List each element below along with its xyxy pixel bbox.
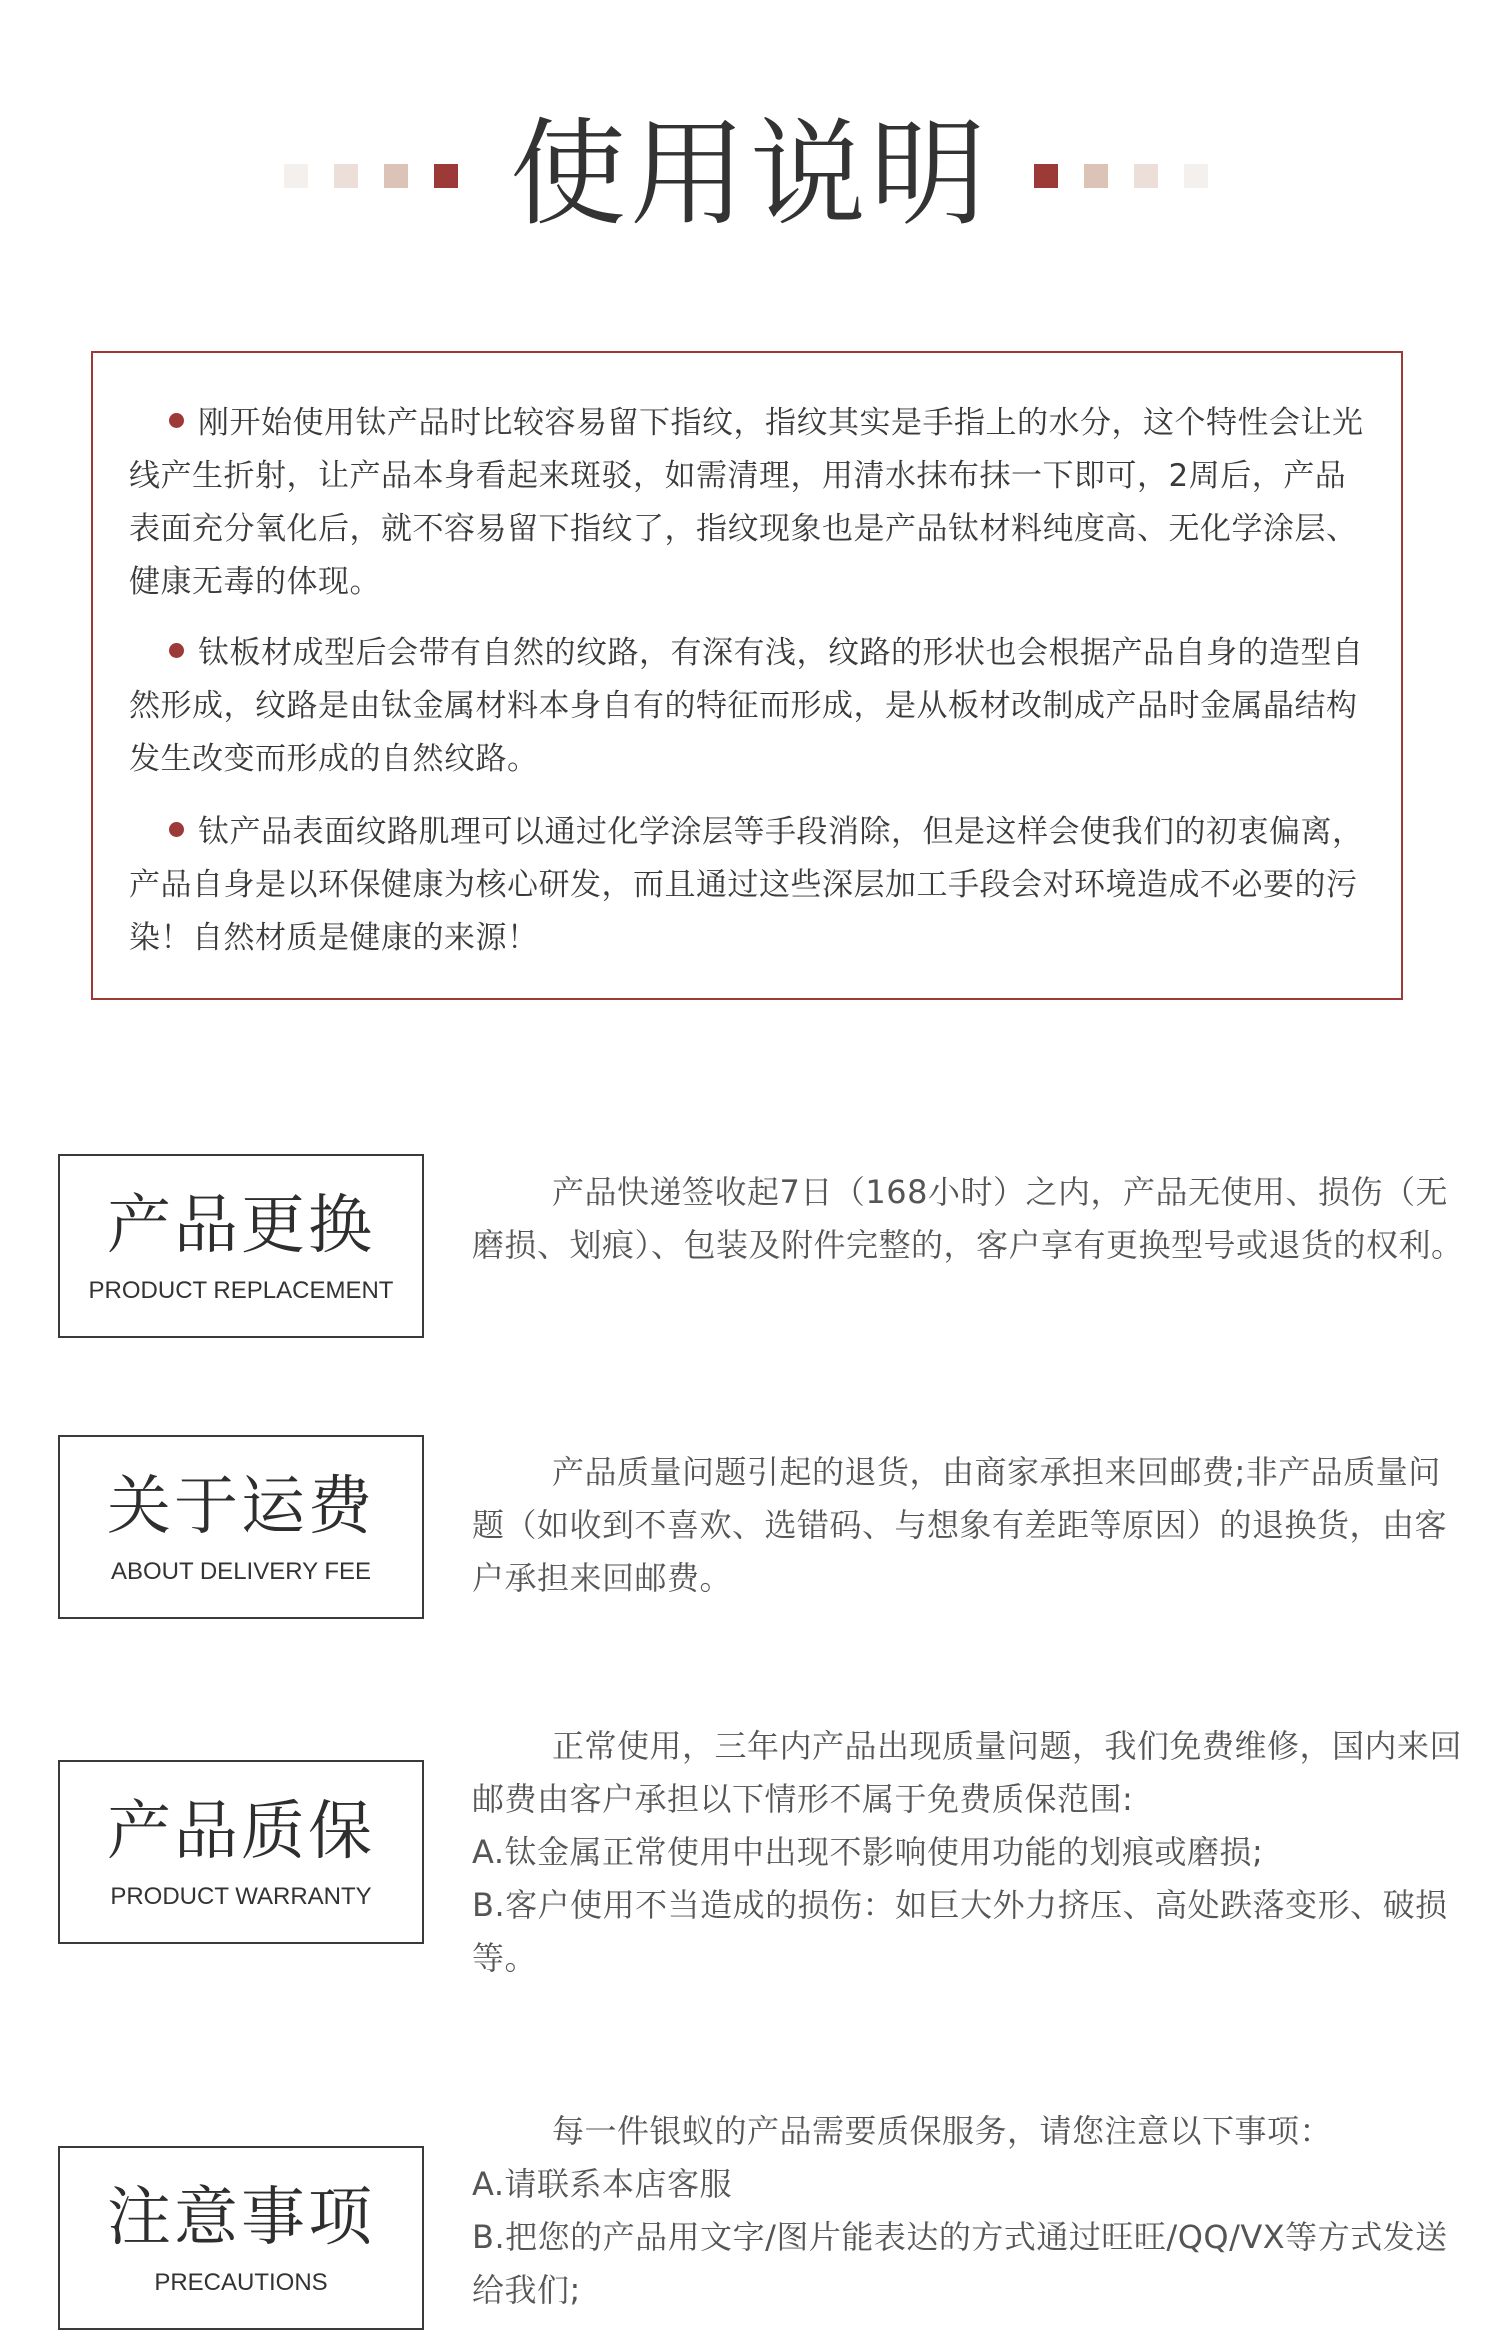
section-line: A.请联系本店客服 [472,2165,733,2203]
intro-box [91,351,1403,1000]
section-line: 每一件银蚁的产品需要质保服务，请您注意以下事项： [552,2112,1333,2150]
bullet-dot-icon [169,822,184,837]
section-title: 产品更换 [107,1189,375,1263]
page-header [0,100,1500,250]
section-label-warranty [58,1760,424,1944]
section-text-replacement [472,1166,1472,1272]
section-line: 产品质量问题引起的退货，由商家承担来回邮费;非产品质量问题（如收到不喜欢、选错码、与想象有差距等原因）的退换货，由客户承担来回邮费。 [472,1453,1448,1597]
decor-square [334,164,358,188]
decor-square [1184,164,1208,188]
section-text-precautions [472,2105,1472,2317]
section-title: 产品质保 [107,1795,375,1869]
section-subtitle: PRODUCT REPLACEMENT [88,1277,394,1304]
section-text-warranty [472,1720,1472,1985]
intro-paragraph: 钛产品表面纹路肌理可以通过化学涂层等手段消除，但是这样会使我们的初衷偏离，产品自身是以环保健康为核心研发，而且通过这些深层加工手段会对环境造成不必要的污染！自然材质是健康的来源！ [129,814,1364,956]
section-label-precautions [58,2146,424,2330]
section-subtitle: PRODUCT WARRANTY [110,1883,372,1910]
decor-square [384,164,408,188]
section-title: 注意事项 [107,2181,375,2255]
intro-paragraph: 钛板材成型后会带有自然的纹路，有深有浅，纹路的形状也会根据产品自身的造型自然形成，纹路是由钛金属材料本身自有的特征而形成，是从板材改制成产品时金属晶结构发生改变而形成的自然纹路。 [129,635,1364,777]
section-title: 关于运费 [107,1470,375,1544]
section-subtitle: PRECAUTIONS [154,2269,328,2296]
bullet-dot-icon [169,643,184,658]
intro-paragraph: 刚开始使用钛产品时比较容易留下指纹，指纹其实是手指上的水分，这个特性会让光线产生折射，让产品本身看起来斑驳，如需清理，用清水抹布抹一下即可，2周后，产品表面充分氧化后，就不容易留下指纹了，指纹现象也是产品钛材料纯度高、无化学涂层、健康无毒的体现。 [129,405,1364,600]
decor-square [1084,164,1108,188]
decor-square [1034,164,1058,188]
decor-square [434,164,458,188]
section-line: B.客户使用不当造成的损伤：如巨大外力挤压、高处跌落变形、破损等。 [472,1886,1448,1977]
decor-square [284,164,308,188]
bullet-dot-icon [169,413,184,428]
section-line: 产品快递签收起7日（168小时）之内，产品无使用、损伤（无磨损、划痕）、包装及附件完整的，客户享有更换型号或退货的权利。 [472,1173,1464,1264]
section-line: A.钛金属正常使用中出现不影响使用功能的划痕或磨损; [472,1833,1264,1871]
page-title: 使用说明 [510,107,990,242]
section-subtitle: ABOUT DELIVERY FEE [110,1558,372,1585]
decor-square [1134,164,1158,188]
section-line: B.把您的产品用文字/图片能表达的方式通过旺旺/QQ/VX等方式发送给我们; [472,2218,1448,2309]
section-text-delivery-fee [472,1446,1472,1605]
section-label-replacement [58,1154,424,1338]
section-line: 正常使用，三年内产品出现质量问题，我们免费维修，国内来回邮费由客户承担以下情形不属于免费质保范围: [472,1727,1463,1818]
section-label-delivery-fee [58,1435,424,1619]
